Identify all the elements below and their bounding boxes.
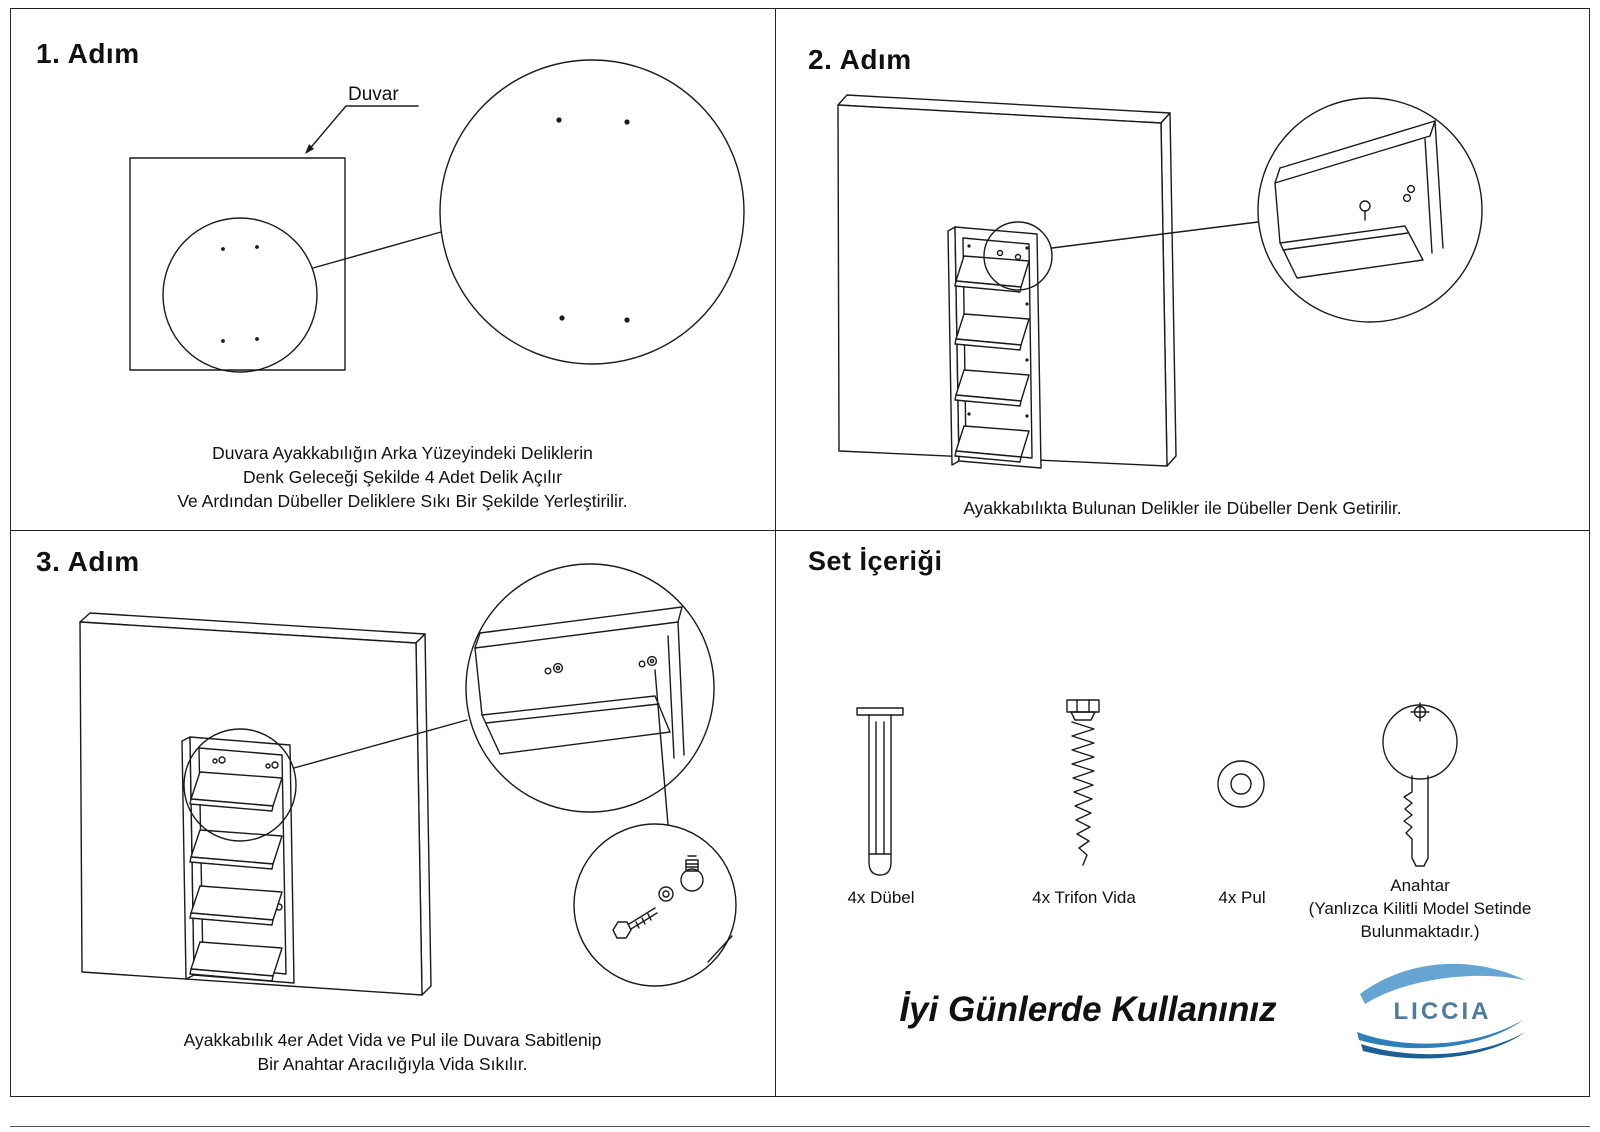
hole-detail-circle [440,60,744,364]
zoom-connector [655,670,668,825]
step-1-title: 1. Adım [36,38,140,69]
caption-line: Bir Anahtar Aracılığıyla Vida Sıkılır. [257,1054,528,1074]
key-icon [1383,703,1457,866]
screw-icon [1067,700,1099,865]
washer-label: 4x Pul [1218,888,1266,907]
cabinet-top-detail-circle [466,564,714,812]
keyhole-icon [1360,201,1370,220]
brand-name: LICCIA [1393,998,1492,1025]
dowel-icon [857,708,903,875]
caption-line: Ayakkabılık 4er Adet Vida ve Pul ile Duvara Sabitlenip [183,1030,602,1050]
dowel-label: 4x Dübel [847,888,915,907]
hardware-detail-circle [574,824,736,986]
panel-step-2 [775,8,1590,530]
set-contents-title: Set İçeriği [808,546,943,576]
caption-line: Ve Ardından Dübeller Deliklere Sıkı Bir Şekilde Yerleştirilir. [177,491,628,511]
bottom-rule [10,1126,1590,1127]
caption-line: Denk Geleceği Şekilde 4 Adet Delik Açılır [242,467,563,487]
cabinet-top-detail-circle [1258,98,1482,322]
key-label: Anahtar [1390,876,1450,895]
hole-area-circle [163,218,317,372]
bolt-icon [613,908,657,938]
cabinet-on-wall-diagram [775,8,1590,530]
step-2-caption [775,496,1590,520]
wall-label: Duvar [348,84,399,105]
brand-logo [1345,952,1540,1072]
screw-label: 4x Trifon Vida [1032,888,1136,907]
step-3-title: 3. Adım [36,546,140,577]
wall-outline [130,158,345,370]
dowel-head-icon [681,856,703,891]
key-note-line-2: Bulunmaktadır.) [1360,922,1480,941]
washer-icon [1218,761,1264,807]
step-1-caption [30,441,775,513]
step-2-title: 2. Adım [808,44,912,75]
panel-corner-line [708,936,732,962]
step-3-caption [10,1028,775,1076]
wall-leader-arrow [305,106,418,154]
zoom-connector [313,232,441,268]
panel-step-1 [10,8,775,530]
screw-washer-icon [545,657,656,674]
panel-step-3 [10,530,775,1097]
slogan-text: İyi Günlerde Kullanınız [899,990,1277,1029]
washer-icon [659,887,673,901]
shoe-cabinet-drawing [182,737,294,983]
cabinet-fixing-diagram [10,530,775,1097]
dowel-heads-icon [1404,186,1415,202]
caption-line: Duvara Ayakkabılığın Arka Yüzeyindeki Deliklerin [212,443,593,463]
caption-line: Ayakkabılıkta Bulunan Delikler ile Dübeller Denk Getirilir. [963,498,1402,518]
panel-set-contents [775,530,1590,1097]
key-note-line-1: (Yanlızca Kilitli Model Setinde [1308,899,1532,918]
shoe-cabinet-drawing [948,227,1041,468]
